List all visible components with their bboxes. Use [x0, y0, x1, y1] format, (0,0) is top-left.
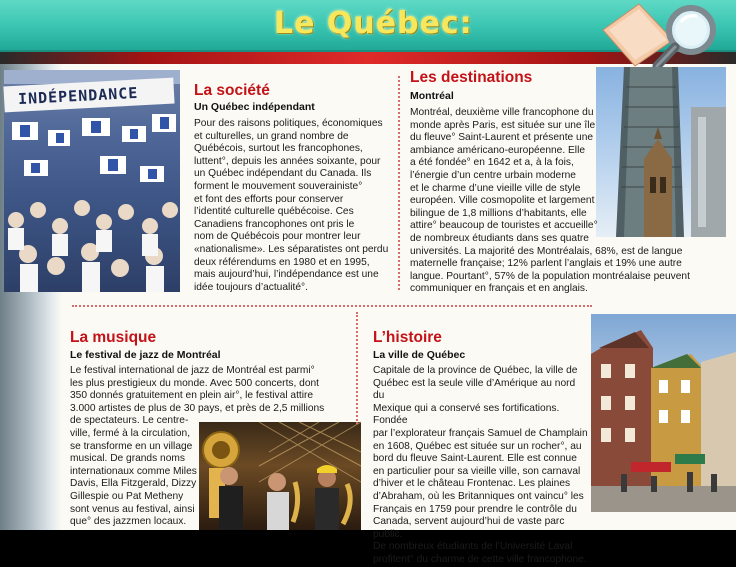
histoire-title: L’histoire [373, 329, 442, 346]
text-line: De nombreux étudiants de l’Université Laval [373, 541, 573, 553]
text-line: et le charme d’une vieille ville de style [410, 182, 581, 194]
page-title: Le Québec: [274, 6, 473, 41]
text-line: d’hiver et le château Frontenac. Les plaines [373, 478, 571, 490]
text-line: 3.000 artistes de plus de 30 pays, et près de 2,5 millions [70, 402, 325, 414]
text-line: un Québec indépendant du Canada. Ils [194, 168, 372, 180]
text-line: musical. De grands noms [70, 453, 185, 465]
histoire-subtitle: La ville de Québec [373, 349, 466, 361]
text-line: Mexique qui a conservé ses fortifications. Fondée [373, 402, 560, 427]
text-line: monde après Paris, est située sur une île [410, 119, 596, 131]
text-line: sont venus au festival, ainsi [70, 503, 195, 515]
text-line: Le festival international de jazz de Montréal est parmi° [70, 365, 315, 376]
text-line: ambiance américano-européenne. Elle [410, 144, 585, 156]
text-line: bilingue de 1,8 millions d’habitants, elle [410, 207, 587, 219]
text-line: Montréal, deuxième ville francophone du [410, 107, 594, 118]
text-line: et font des efforts pour conserver [194, 193, 344, 205]
text-line: bord du fleuve Saint-Laurent. Elle est connue [373, 453, 577, 465]
societe-body [194, 118, 394, 294]
text-line: se transforme en un village [70, 440, 193, 452]
text-line: idée toujours d’actualité°. [194, 281, 308, 293]
text-line: d’Abraham, où les Britanniques ont vaincu° les [373, 490, 584, 502]
text-line: Canada, servent aujourd’hui de vaste parc public. [373, 516, 565, 540]
text-line: nom de Québécois pour montrer leur [194, 231, 361, 243]
text-line: Davis, Ella Fitzgerald, Dizzy [70, 478, 197, 490]
musique-body [70, 365, 352, 529]
text-line: Capitale de la province de Québec, la ville de [373, 365, 578, 376]
text-line: de spectateurs. Le centre- [70, 415, 189, 427]
text-line: l’identité culturelle québécoise. Ces [194, 206, 354, 218]
text-line: deux référendums en 1980 et en 1995, [194, 256, 370, 268]
divider-top-vertical [398, 76, 400, 290]
text-line: du fleuve° Saint-Laurent et présente une [410, 132, 594, 144]
text-line: Pour des raisons politiques, économiques [194, 118, 383, 129]
text-line: en 1608, Québec est située sur un rocher°, au [373, 440, 582, 452]
text-line: Québécois, surtout les francophones, [194, 143, 363, 155]
text-line: maternelle française; 12% parlent l’anglais et 19% une autre [410, 258, 682, 270]
text-line: universités. La majorité des Montréalais, 68%, est de langue [410, 245, 683, 257]
text-line: que° des jazzmen locaux. [70, 516, 187, 528]
destinations-subtitle: Montréal [410, 90, 454, 102]
text-line: l’énergie d’un centre urbain moderne [410, 169, 576, 181]
text-line: Canadiens francophones ont pris le [194, 218, 355, 230]
text-line: et culturelles, un grand nombre de [194, 130, 349, 142]
text-line: européen. Ville cosmopolite et largement [410, 195, 595, 207]
text-line: les plus prestigieux du monde. Avec 500 concerts, dont [70, 377, 319, 389]
societe-subtitle: Un Québec indépendant [194, 101, 315, 113]
text-line: mais aujourd’hui, l’indépendance est une [194, 269, 379, 281]
quebec-old-city-photo [591, 314, 736, 512]
histoire-body [373, 365, 589, 567]
societe-title: La société [194, 82, 270, 99]
divider-horizontal [72, 305, 592, 307]
independence-sign-text: INDÉPENDANCE [17, 83, 139, 109]
text-line: langue. Pourtant°, 57% de la population montréalaise peuvent [410, 270, 690, 282]
text-line: attire° beaucoup de touristes et accueille° [410, 220, 598, 232]
text-line: Français en 1759 pour prendre le contrôle du [373, 503, 577, 515]
text-line: internationaux comme Miles [70, 465, 197, 477]
text-line: en particulier pour sa vieille ville, son carnaval [373, 465, 581, 477]
independence-rally-photo [4, 70, 180, 292]
text-line: communiquer en français et en anglais. [410, 283, 588, 295]
text-line: Québec est la seule ville d’Amérique au nord du [373, 377, 576, 402]
text-line: forment le mouvement souverainiste° [194, 180, 363, 192]
magnifier-over-paper-icon [595, 0, 736, 70]
destinations-title: Les destinations [410, 69, 533, 86]
divider-bottom-vertical [356, 312, 358, 424]
text-line: ville, fermé à la circulation, [70, 427, 191, 439]
destinations-body [410, 107, 710, 296]
musique-title: La musique [70, 329, 157, 346]
text-line: 350 donnés gratuitement en plein air°, le festival attire [70, 390, 314, 402]
text-line: de nombreux étudiants dans ses quatre [410, 232, 589, 244]
text-line: luttent°, depuis les années soixante, pour [194, 155, 381, 167]
text-line: a été fondée° en 1642 et a, à la fois, [410, 157, 574, 169]
text-line: profitent° du charme de cette ville francophone. [373, 553, 587, 565]
text-line: Gillespie ou Pat Metheny [70, 490, 184, 502]
text-line: par l’explorateur français Samuel de Champlain [373, 427, 588, 439]
musique-subtitle: Le festival de jazz de Montréal [70, 349, 221, 361]
text-line: «nationalisme». Les séparatistes ont perdu [194, 243, 389, 255]
